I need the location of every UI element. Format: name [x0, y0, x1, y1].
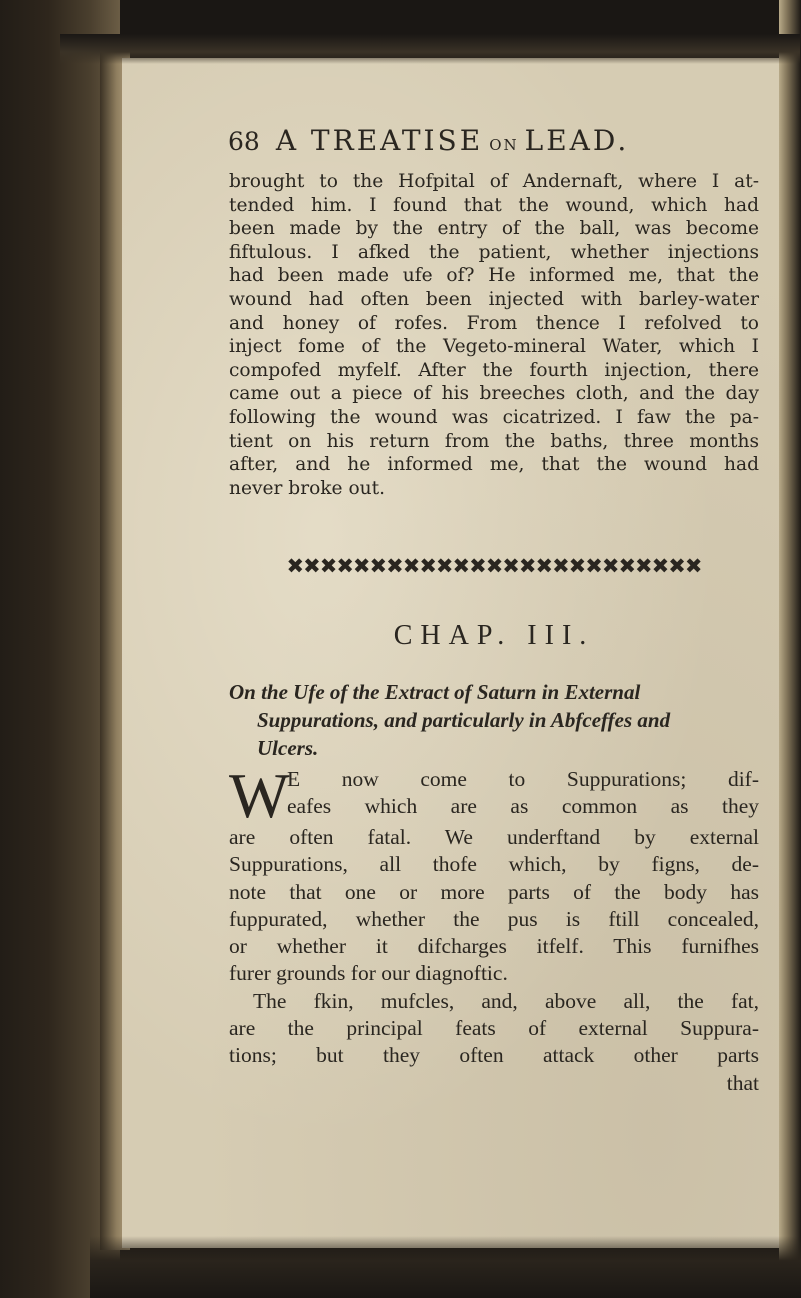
- text-line: eafes which are as common as they: [287, 794, 759, 819]
- right-page-edge: [779, 0, 801, 1298]
- running-title-b: LEAD.: [524, 124, 630, 157]
- chapter-title: [229, 678, 759, 762]
- top-shadow: [60, 34, 800, 64]
- text-line: or whether it difcharges itfelf. This furnifhes: [229, 934, 759, 959]
- paragraph-1: [229, 170, 759, 500]
- text-line: never broke out.: [229, 477, 386, 499]
- paragraph-2: [229, 760, 759, 1097]
- running-title-a: A TREATISE: [275, 124, 484, 157]
- chapter-heading: CHAP. III.: [393, 620, 595, 651]
- text-line: tended him. I found that the wound, which had: [229, 194, 759, 216]
- drop-cap-lines: [229, 766, 759, 821]
- text-line: after, and he informed me, that the wound had: [229, 454, 759, 476]
- text-line: tient on his return from the baths, three months: [229, 430, 759, 452]
- running-title-on: ON: [489, 136, 519, 154]
- text-line: inject fome of the Vegeto-mineral Water, which I: [229, 336, 759, 358]
- text-line: Suppurations, all thofe which, by figns, de-: [229, 852, 759, 877]
- text-line: brought to the Hofpital of Andernaft, where I at-: [229, 171, 759, 192]
- drop-cap: W: [229, 760, 290, 831]
- text-line: and honey of rofes. From thence I refolved to: [229, 312, 759, 334]
- text-line: compofed myfelf. After the fourth injection, there: [229, 359, 759, 381]
- text-line: note that one or more parts of the body has: [229, 879, 759, 904]
- chapter-title-line: Suppurations, and particularly in Abfceffes and: [257, 708, 671, 732]
- text-line: tions; but they often attack other parts: [229, 1043, 759, 1068]
- running-head: [228, 124, 768, 164]
- text-line: fiftulous. I afked the patient, whether injections: [229, 241, 759, 263]
- text-line: are often fatal. We underftand by external: [229, 825, 759, 849]
- text-line: had been made ufe of? He informed me, that the: [229, 265, 759, 287]
- ornament-divider: ✖✖✖✖✖✖✖✖✖✖✖✖✖✖✖✖✖✖✖✖✖✖✖✖✖: [286, 554, 702, 578]
- text-line: The fkin, mufcles, and, above all, the fat,: [253, 988, 759, 1013]
- text-line: fuppurated, whether the pus is ftill concealed,: [229, 906, 759, 931]
- chapter-title-line: On the Ufe of the Extract of Saturn in External: [229, 680, 641, 704]
- bottom-shadow: [90, 1236, 801, 1298]
- page-number: 68: [228, 127, 260, 156]
- text-line: following the wound was cicatrized. I faw the pa-: [229, 406, 759, 428]
- text-line: E now come to Suppurations; dif-: [287, 767, 759, 791]
- text-line: furer grounds for our diagnoftic.: [229, 961, 508, 986]
- text-line: are the principal feats of external Suppura-: [229, 1016, 759, 1041]
- text-line: came out a piece of his breeches cloth, and the day: [229, 383, 759, 405]
- chapter-title-line: Ulcers.: [257, 736, 319, 760]
- text-line: wound had often been injected with barley-water: [229, 288, 759, 310]
- catchword: that: [726, 1070, 759, 1095]
- text-line: been made by the entry of the ball, was become: [229, 218, 759, 240]
